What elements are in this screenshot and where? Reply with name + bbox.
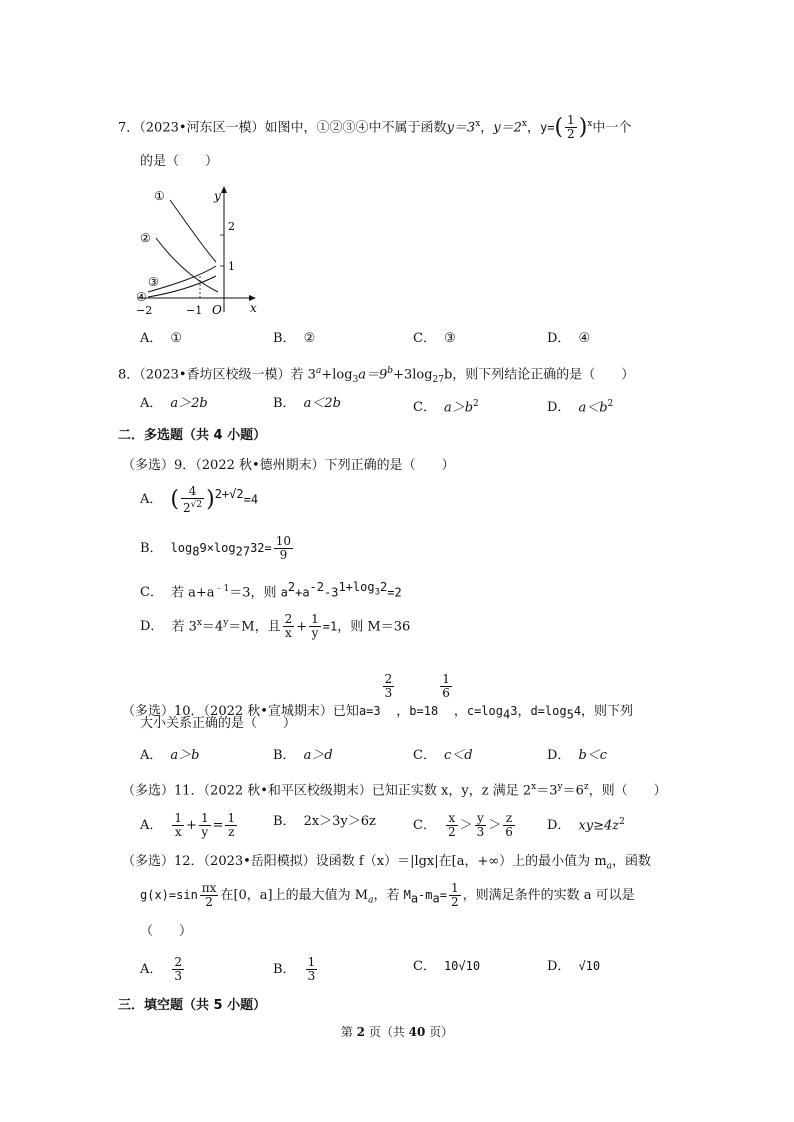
q9-option-c[interactable]: C． 若 $a+a^{﹣1}=3$，则 $a^2+a^{-2}-3^{1+log_32}=2$ — [140, 580, 402, 601]
q12-option-d[interactable]: D． √10 — [547, 959, 601, 974]
q7-label-x: x — [250, 301, 257, 315]
page-footer: 第 2 页（共 40 页） — [340, 1025, 454, 1039]
q8-option-b[interactable]: B． a＜2b — [273, 396, 341, 411]
q11-stem: （多选）11．（2022 秋•和平区校级期末）已知正实数 x，y，z 满足 $2^x=3^y=6^z$，则（ ） — [122, 782, 667, 799]
q12-option-c[interactable]: C． 10√10 — [413, 959, 481, 974]
q7-curve-label-1: ① — [154, 189, 165, 203]
q12-stem: （多选）12．（2023•岳阳模拟）设函数 f（x）＝|lgx|在[a，+∞）上的最小值为 $m_a$，函数 — [122, 854, 652, 872]
q11-option-a[interactable]: A． $\frac{1}{x}$ + $\frac{1}{y}$ = $\frac{1}{z}$ — [140, 811, 236, 839]
q7-tick-2: 2 — [228, 220, 235, 233]
q9-option-b[interactable]: B． $\log_89\times\log_{27}32=$ $\frac{10}{9}$ — [140, 534, 292, 562]
q10-option-d[interactable]: D． b＜c — [547, 748, 608, 763]
q12-stem-line2: g(x)=sin $\frac{\pi x}{2}$ 在[0，a]上的最大值为 $M_a$，若 $M_a-m_a=$ $\frac{1}{2}$ ，则满足条件的实数 a 可以是 — [140, 881, 635, 909]
q10-option-a[interactable]: A． a＞b — [140, 748, 200, 763]
q7-curve-label-3: ③ — [148, 275, 159, 289]
q12-option-a[interactable]: A． $\frac{2}{3}$ — [140, 955, 183, 983]
q11-option-d[interactable]: D． $xy\ge 4z^2$ — [547, 817, 625, 834]
q7-option-b[interactable]: B． ② — [273, 331, 316, 346]
q9-option-a[interactable]: A． ( $\frac{4}{2^{√2}}$ )$^{2+√2}$=4 — [140, 483, 259, 515]
q10-option-b[interactable]: B． a＞d — [273, 748, 333, 763]
q7-label-y: y — [214, 189, 221, 203]
q7-graph — [134, 180, 264, 320]
q7-curve-label-4: ④ — [136, 290, 147, 304]
q7-curve-label-2: ② — [140, 231, 151, 245]
section-heading-fill-blank: 三．填空题（共 5 小题） — [118, 998, 267, 1013]
q12-option-b[interactable]: B． $\frac{1}{3}$ — [273, 955, 316, 983]
q11-option-c[interactable]: C． $\frac{x}{2}$ ＞ $\frac{y}{3}$ ＞ $\frac{z}{6}$ — [413, 811, 513, 839]
q8-option-c[interactable]: C． $a>b^2$ — [413, 399, 479, 416]
q7-curve-2 — [156, 238, 218, 292]
q9-option-d[interactable]: D． 若 $3^x=4^y=M$，且 $\frac{2}{x}$ + $\frac{1}{y}$ =1，则 M＝36 — [140, 612, 411, 641]
q7-label-origin: O — [212, 303, 222, 317]
q7-y-axis-arrow — [221, 186, 227, 193]
q8-option-a[interactable]: A． a＞2b — [140, 396, 208, 411]
q7-stem-line2: 的是（ ） — [140, 154, 219, 169]
q10-option-c[interactable]: C． c＜d — [413, 748, 473, 763]
q7-tick-m1: −1 — [186, 304, 203, 317]
q8-option-d[interactable]: D． $a<b^2$ — [547, 399, 614, 416]
q9-stem: （多选）9．（2022 秋•德州期末）下列正确的是（ ） — [122, 458, 455, 473]
q7-tick-m2: −2 — [136, 304, 153, 317]
q7-tick-1: 1 — [228, 260, 235, 273]
q7-option-a[interactable]: A． ① — [140, 331, 183, 346]
q7-option-c[interactable]: C． ③ — [413, 331, 456, 346]
q7-fraction-half: $\frac{1}{2}$ — [567, 113, 575, 142]
q7-option-d[interactable]: D． ④ — [547, 331, 591, 346]
q11-option-b[interactable]: B． 2x＞3y＞6z — [273, 814, 376, 829]
q10-stem: （多选）10．（2022 秋•宣城期末）已知a=3 $^{\frac{2}{3}}$ ，b=18 $^{\frac{1}{6}}$ ，$c=\log_43$，$d=\log_54$，则下列 — [122, 672, 634, 722]
q7-circled-numbers: ①②③④ — [316, 120, 369, 136]
q7-curve-1 — [170, 200, 216, 262]
q7-stem: 7．（2023•河东区一模）如图中，①②③④中不属于函数$y=3^x$，$y=2^x$，y=( $\frac{1}{2}$ )$^x$中一个 — [118, 113, 632, 142]
q8-stem: 8．（2023•香坊区校级一模）若 $3^a+\log_3a=9^b+3\log_{27}b$，则下列结论正确的是（ ） — [118, 366, 635, 385]
q12-stem-line3: （ ） — [140, 924, 193, 939]
q10-stem-line2: 大小关系正确的是（ ） — [140, 716, 297, 731]
section-heading-multi-choice: 二．多选题（共 4 小题） — [118, 428, 267, 443]
